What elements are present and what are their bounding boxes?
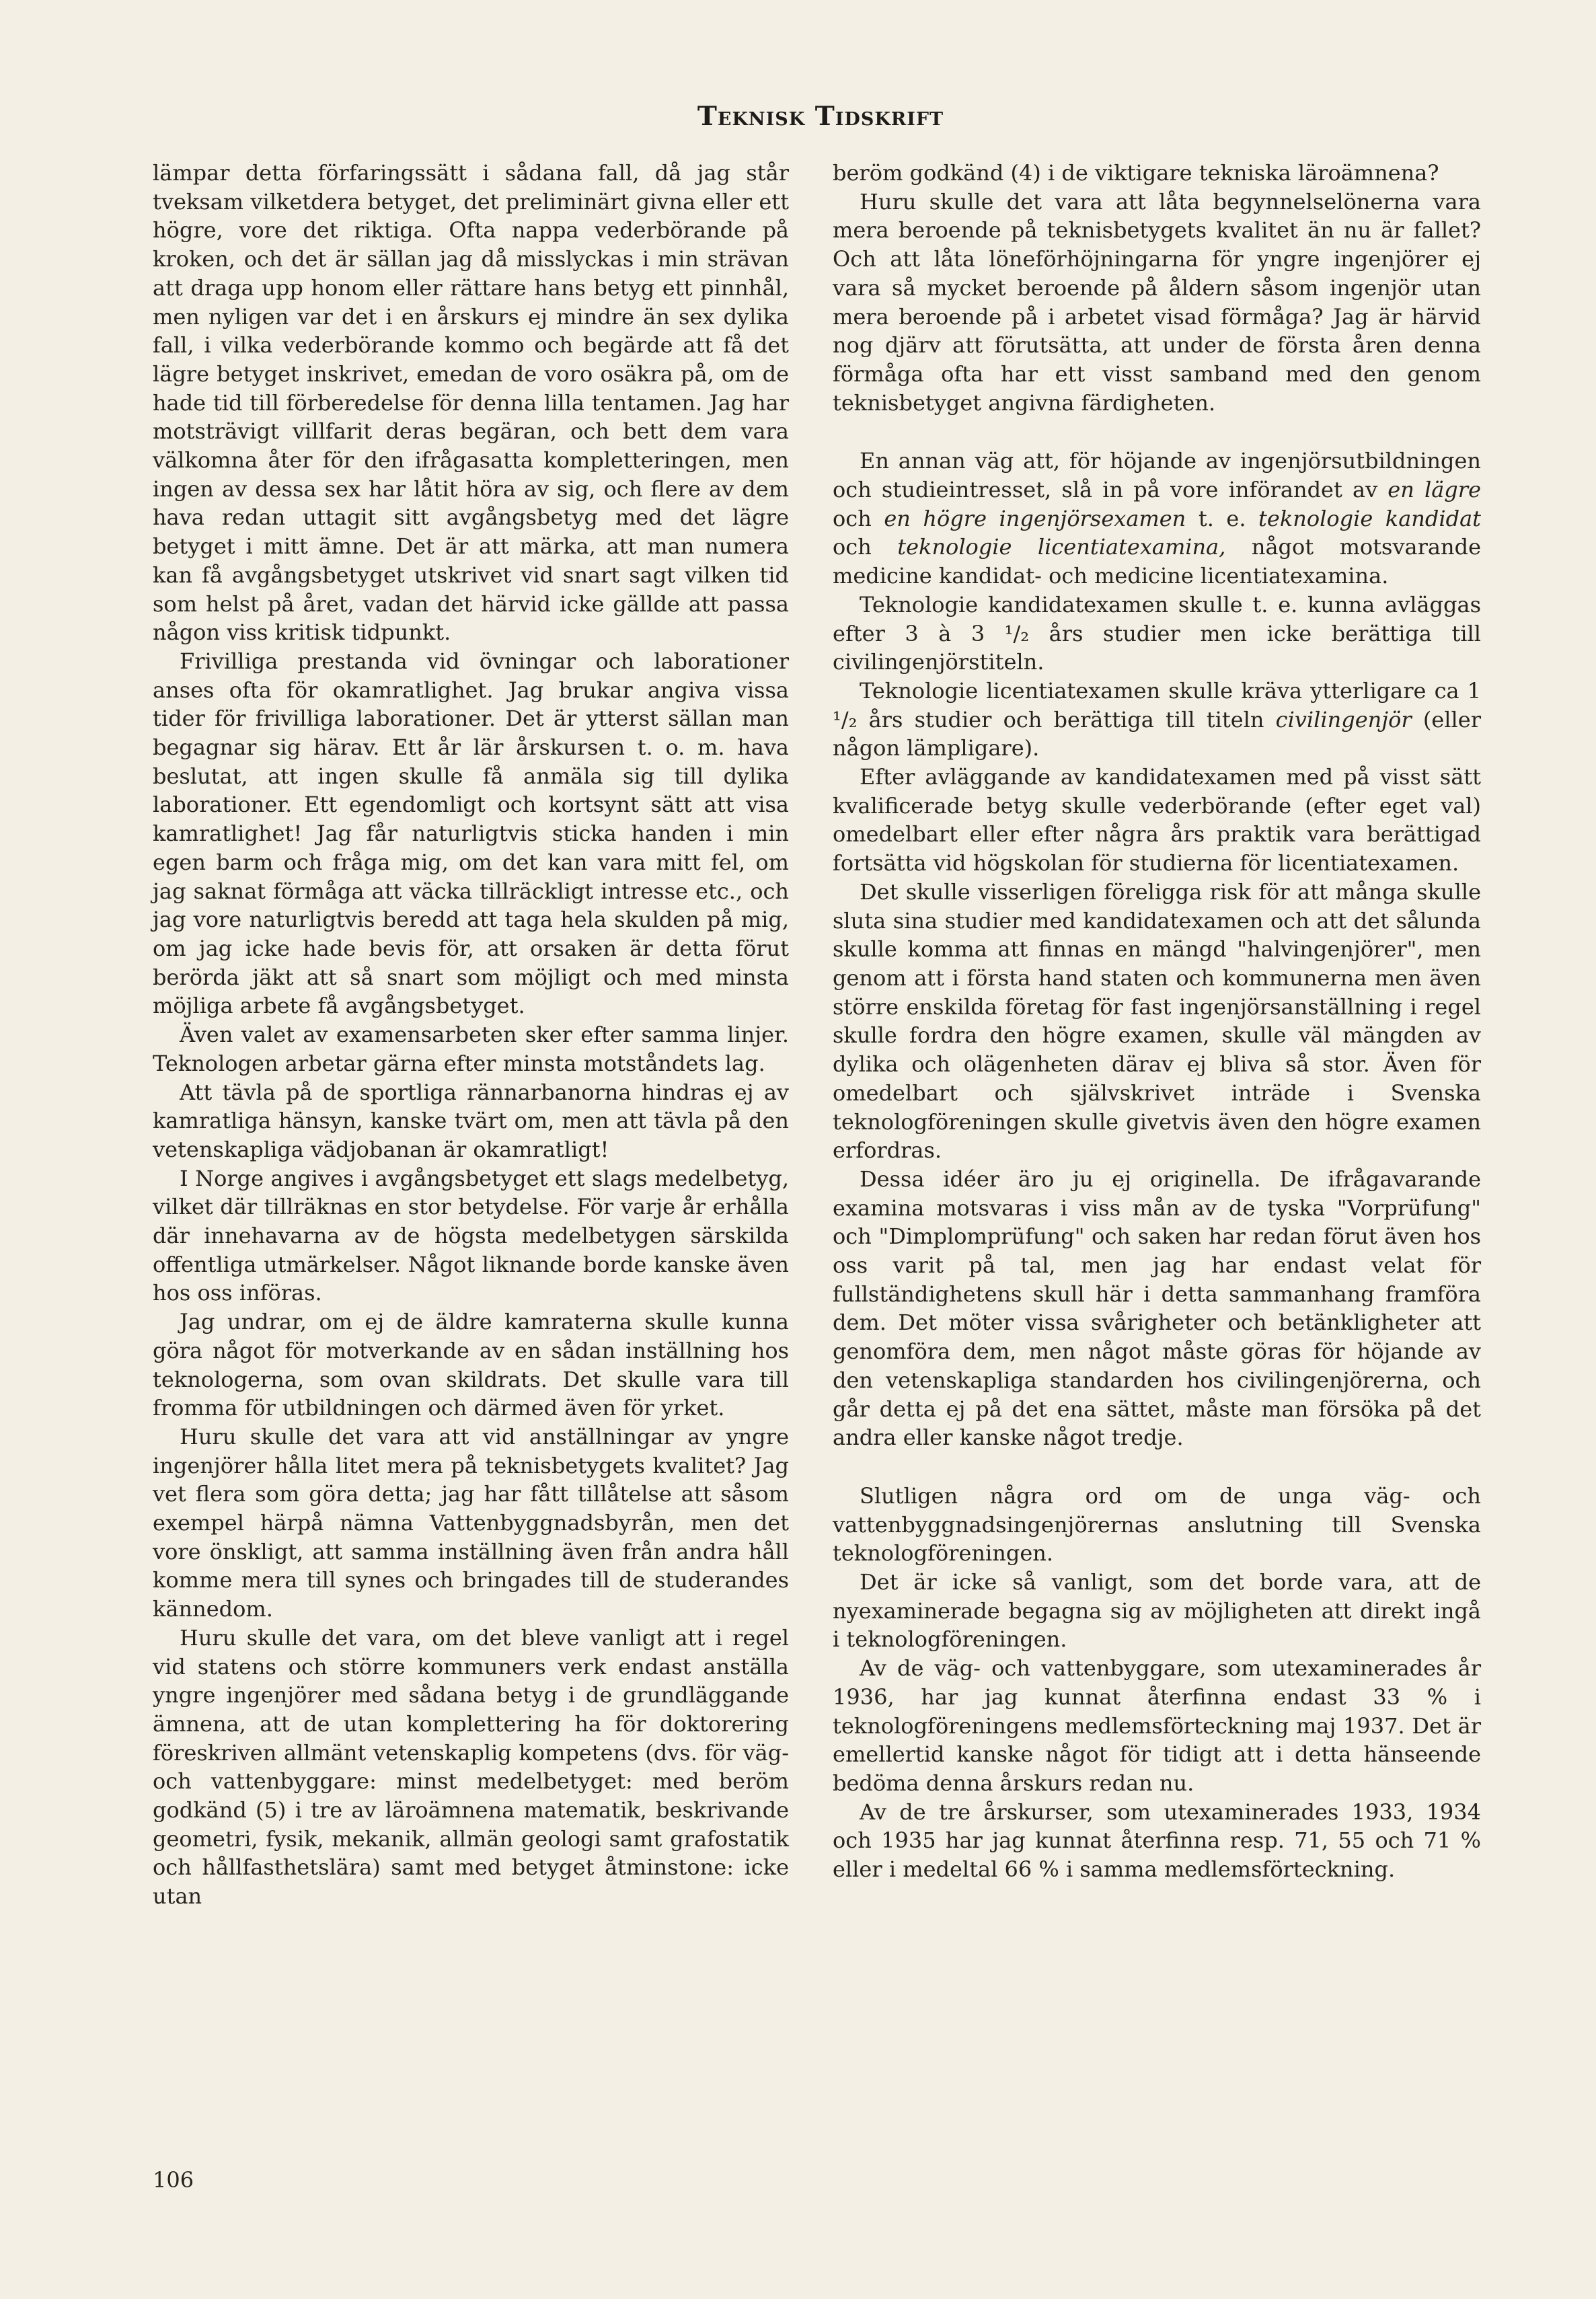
- italic-term: teknologie licentiatexamina,: [897, 534, 1226, 560]
- right-paragraph: Det är icke så vanligt, som det borde vara, att de nyexaminerade begagna sig av möjligheten att direkt ingå i teknologföreningen.: [833, 1569, 1481, 1653]
- page-number: 106: [153, 2167, 194, 2193]
- text-run: t. e.: [1186, 505, 1259, 531]
- left-column: [153, 159, 789, 1911]
- right-paragraph: Det skulle visserligen föreligga risk för att många skulle sluta sina studier med kandidatexamen och att det sålunda skulle komma att finnas en mängd "halvingenjörer", men genom att i första hand staten och kommunerna men även större enskilda företag för fast ingenjörsanställning i regel skulle fordra den högre examen, skulle väl mängden av dylika och olägenheten därav ej bliva så stor. Även för omedelbart och självskrivet inträde i Svenska teknologföreningen skulle givetvis även den högre examen erfordras.: [833, 878, 1481, 1164]
- left-paragraph: Huru skulle det vara att vid anställningar av yngre ingenjörer hålla litet mera på teknisbetygets kvalitet? Jag vet flera som göra detta; jag har fått tillåtelse att såsom exempel härpå nämna Vattenbyggnadsbyrån, men det vore önskligt, att samma inställning även från andra håll komme mera till synes och bringades till de studerandes kännedom.: [153, 1423, 789, 1622]
- right-paragraph: [833, 447, 1481, 591]
- left-paragraph: I Norge angives i avgångsbetyget ett slags medelbetyg, vilket där tillräknas en stor betydelse. För varje år erhålla där innehavarna av de högsta medelbetygen särskilda offentliga utmärkelser. Något liknande borde kanske även hos oss införas.: [153, 1165, 789, 1306]
- left-paragraph: Jag undrar, om ej de äldre kamraterna skulle kunna göra något för motverkande av en sådan inställning hos teknologerna, som ovan skildrats. Det skulle vara till fromma för utbildningen och därmed även för yrket.: [153, 1309, 789, 1421]
- text-run: något motsvarande medicine kandidat- och medicine licentiatexamina.: [833, 534, 1482, 589]
- left-paragraph: Även valet av examensarbeten sker efter samma linjer. Teknologen arbetar gärna efter minsta motståndets lag.: [153, 1022, 789, 1076]
- left-paragraph: Frivilliga prestanda vid övningar och laborationer anses ofta för okamratlighet. Jag brukar angiva vissa tider för frivilliga laborationer. Det är ytterst sällan man begagnar sig härav. Ett år lär årskursen t. o. m. hava beslutat, att ingen skulle få anmäla sig till dylika laborationer. Ett egendomligt och kortsynt sätt att visa kamratlighet! Jag får naturligtvis sticka handen i min egen barm och fråga mig, om det kan vara mitt fel, om jag saknat förmåga att väcka tillräckligt intresse etc., och jag vore naturligtvis beredd att taga hela skulden på mig, om jag icke hade bevis för, att orsaken är detta förut berörda jäkt att så snart som möjligt och med minsta möjliga arbete få avgångsbetyget.: [153, 648, 789, 1019]
- left-paragraph: Att tävla på de sportliga rännarbanorna hindras ej av kamratliga hänsyn, kanske tvärt om, men att tävla på den vetenskapliga vädjobanan är okamratligt!: [153, 1079, 789, 1162]
- text-run: Teknologie licentiatexamen skulle kräva ytterligare ca 1 ¹/₂ års studier och berättiga till titeln: [833, 677, 1481, 732]
- right-paragraph: Av de tre årskurser, som utexaminerades 1933, 1934 och 1935 har jag kunnat återfinna resp. 71, 55 och 71 % eller i medeltal 66 % i samma medlemsförteckning.: [833, 1799, 1481, 1883]
- right-paragraph: Av de väg- och vattenbyggare, som utexaminerades år 1936, har jag kunnat återfinna endast 33 % i teknologföreningens medlemsförteckning maj 1937. Det är emellertid kanske något för tidigt att i detta hänseende bedöma denna årskurs redan nu.: [833, 1655, 1481, 1796]
- italic-term: en lägre: [1388, 477, 1482, 503]
- right-column: [833, 159, 1481, 1884]
- right-paragraph: Teknologie kandidatexamen skulle t. e. kunna avläggas efter 3 à 3 ¹/₂ års studier men icke berättiga till civilingenjörstiteln.: [833, 591, 1481, 675]
- left-paragraph: Huru skulle det vara, om det bleve vanligt att i regel vid statens och större kommuners verk endast anställa yngre ingenjörer med sådana betyg i de grundläggande ämnena, att de utan komplettering ha för doktorering föreskriven allmänt vetenskaplig kompetens (dvs. för väg- och vattenbyggare: minst medelbetyget: med beröm godkänd (5) i tre av läroämnena matematik, beskrivande geometri, fysik, mekanik, allmän geologi samt grafostatik och hållfasthetslära) samt med betyget åtminstone: icke utan: [153, 1624, 789, 1910]
- right-paragraph: Efter avläggande av kandidatexamen med på visst sätt kvalificerade betyg skulle vederbörande (efter eget val) omedelbart eller efter några års praktik vara berättigad fortsätta vid högskolan för studierna för licentiatexamen.: [833, 764, 1481, 876]
- left-paragraph: lämpar detta förfaringssätt i sådana fall, då jag står tveksam vilketdera betyget, det preliminärt givna eller ett högre, vore det riktiga. Ofta nappa vederbörande på kroken, och det är sällan jag då misslyckas i min strävan att draga upp honom eller rättare hans betyg ett pinnhål, men nyligen var det i en årskurs ej mindre än sex dylika fall, i vilka vederbörande kommo och begärde att få det lägre betyget inskrivet, emedan de voro osäkra på, om de hade tid till förberedelse för denna lilla tentamen. Jag har motsträvigt villfarit deras begäran, och bett dem vara välkomna åter för den ifrågasatta kompletteringen, men ingen av dessa sex har låtit höra av sig, och flere av dem hava redan uttagit sitt avgångsbetyg med det lägre betyget i mitt ämne. Det är att märka, att man numera kan få avgångsbetyget utskrivet vid snart sagt vilken tid som helst på året, vadan det härvid icke gällde att passa någon viss kritisk tidpunkt.: [153, 160, 789, 646]
- journal-title: Teknisk Tidskrift: [697, 101, 944, 132]
- italic-term: en högre ingenjörsexamen: [884, 505, 1186, 531]
- right-paragraph: Slutligen några ord om de unga väg- och vattenbyggnadsingenjörernas anslutning till Svenska teknologföreningen.: [833, 1482, 1481, 1567]
- right-paragraph: Huru skulle det vara att låta begynnelselönerna vara mera beroende på teknisbetygets kvalitet än nu är fallet? Och att låta löneförhöjningarna för yngre ingenjörer ej vara så mycket beroende på åldern såsom ingenjör utan mera beroende på i arbetet visad förmåga? Jag är härvid nog djärv att förutsätta, att under de första åren denna förmåga ofta har ett visst samband med den genom teknisbetyget angivna färdigheten.: [833, 188, 1481, 416]
- italic-term: civilingenjör: [1275, 706, 1412, 732]
- text-run: och: [833, 534, 898, 560]
- right-paragraph: Dessa idéer äro ju ej originella. De ifrågavarande examina motsvaras i viss mån av de tyska "Vorprüfung" och "Dimplomprüfung" och saken har redan förut även hos oss varit på tal, men jag har endast velat för fullständighetens skull här i detta sammanhang framföra dem. Det möter vissa svårigheter och betänkligheter att genomföra dem, men något måste göras för höjande av den vetenskapliga standarden hos civilingenjörerna, och går detta ej på det ena sättet, måste man försöka på det andra eller kanske något tredje.: [833, 1166, 1481, 1451]
- text-run: En annan väg att, för höjande av ingenjörsutbildningen och studieintresset, slå in på vore införandet av: [833, 448, 1481, 503]
- right-paragraph: [833, 677, 1481, 763]
- text-run: och: [833, 505, 884, 531]
- italic-term: teknologie kandidat: [1258, 505, 1482, 531]
- text-run: (eller någon lämpligare).: [833, 706, 1482, 761]
- right-paragraph: beröm godkänd (4) i de viktigare tekniska läroämnena?: [833, 160, 1439, 186]
